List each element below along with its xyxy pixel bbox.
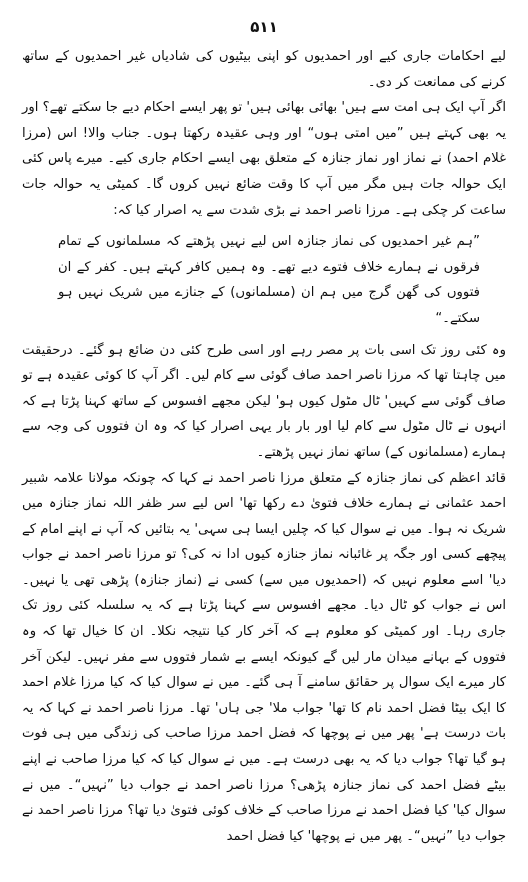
paragraph: لیے احکامات جاری کیے اور احمدیوں کو اپنی بیٹیوں کی شادیاں غیر احمدیوں کے ساتھ کرنے کی ممانعت کر دی۔ [22,49,506,90]
document-body [22,44,506,849]
block-quote: ”ہم غیر احمدیوں کی نماز جنازہ اس لیے نہیں پڑھتے کہ مسلمانوں کے تمام فرقوں نے ہمارے خلاف فتوے دیے تھے۔ وہ ہمیں کافر کہتے ہیں۔ کفر کے ان فتووں کی گھن گرج میں ہم ان (مسلمانوں) کے جنازے میں شریک نہیں ہو سکتے۔“ [58,234,480,326]
paragraph: وہ کئی روز تک اسی بات پر مصر رہے اور اسی طرح کئی دن ضائع ہو گئے۔ درحقیقت میں چاہتا تھا کہ مرزا ناصر احمد صاف گوئی سے کام لیں۔ اگر آپ کا کوئی عقیدہ ہے تو صاف گوئی سے کہیں' ٹال مٹول کیوں ہو' لیکن مجھے افسوس کے ساتھ کہنا پڑتا ہے کہ انہوں نے ٹال مٹول سے کام لیا اور بار بار یہی اصرار کیا کہ وہ ان فتووں کی وجہ سے ہمارے (مسلمانوں کے) ساتھ نماز نہیں پڑھتے۔ [22,342,506,460]
paragraph: اگر آپ ایک ہی امت سے ہیں' بھائی بھائی ہیں' تو پھر ایسے احکام دیے جا سکتے تھے؟ اور یہ بھی کہتے ہیں ”میں امتی ہوں“ اور وہی عقیدہ رکھتا ہوں۔ جناب والا! اس (مرزا غلام احمد) نے نماز اور نماز جنازہ کے متعلق بھی ایسے احکام جاری کیے۔ میرے پاس کئی ایک حوالہ جات ہیں مگر میں آپ کا وقت ضائع نہیں کروں گا۔ کمیٹی یہ حوالہ جات ساعت کر چکی ہے۔ مرزا ناصر احمد نے بڑی شدت سے یہ اصرار کیا کہ: [22,100,506,218]
paragraph: قائد اعظم کی نماز جنازہ کے متعلق مرزا ناصر احمد نے کہا کہ چونکہ مولانا علامہ شبیر احمد عثمانی نے ہمارے خلاف فتویٰ دے رکھا تھا' اس لیے سر ظفر اللہ نماز جنازہ میں شریک نہ ہوا۔ میں نے سوال کیا کہ چلیں ایسا ہی سہی' یہ بتائیں کہ آپ نے اپنے امام کے پیچھے کسی اور جگہ پر غائبانہ نماز جنازہ کیوں ادا نہ کی؟ تو مرزا ناصر احمد نے جواب دیا' اسے معلوم نہیں کہ (احمدیوں میں سے) کسی نے (نماز جنازہ) پڑھی تھی یا نہیں۔ اس نے جواب کو ٹال دیا۔ مجھے افسوس سے کہنا پڑتا ہے کہ یہ سلسلہ کئی روز تک جاری رہا۔ اور کمیٹی کو معلوم ہے کہ آخر کار کیا نتیجہ نکلا۔ ان کا خیال تھا کہ وہ فتووں کے بہانے میدان مار لیں گے کیونکہ ایسے بے شمار فتووں سے مفر نہیں۔ لیکن آخر کار میرے ایک سوال پر حقائق سامنے آ ہی گئے۔ میں نے سوال کیا کہ کیا مرزا غلام احمد کا ایک بیٹا فضل احمد نام کا تھا' جواب ملا' جی ہاں' تھا۔ مرزا ناصر احمد نے کہا کہ یہ بات درست ہے' پھر میں نے پوچھا کہ فضل احمد مرزا صاحب کی زندگی میں ہی فوت ہو گیا تھا؟ جواب دیا کہ یہ بھی درست ہے۔ میں نے سوال کیا کہ کیا مرزا صاحب نے اپنے بیٹے فضل احمد کی نماز جنازہ پڑھی؟ مرزا ناصر احمد نے جواب دیا ”نہیں“۔ میں نے سوال کیا' کیا فضل احمد نے مرزا صاحب کے خلاف کوئی فتویٰ دیا تھا؟ مرزا ناصر احمد نے جواب دیا ”نہیں“۔ پھر میں نے پوچھا' کیا فضل احمد [22,470,506,844]
page-number: ۵۱۱ [250,18,278,36]
